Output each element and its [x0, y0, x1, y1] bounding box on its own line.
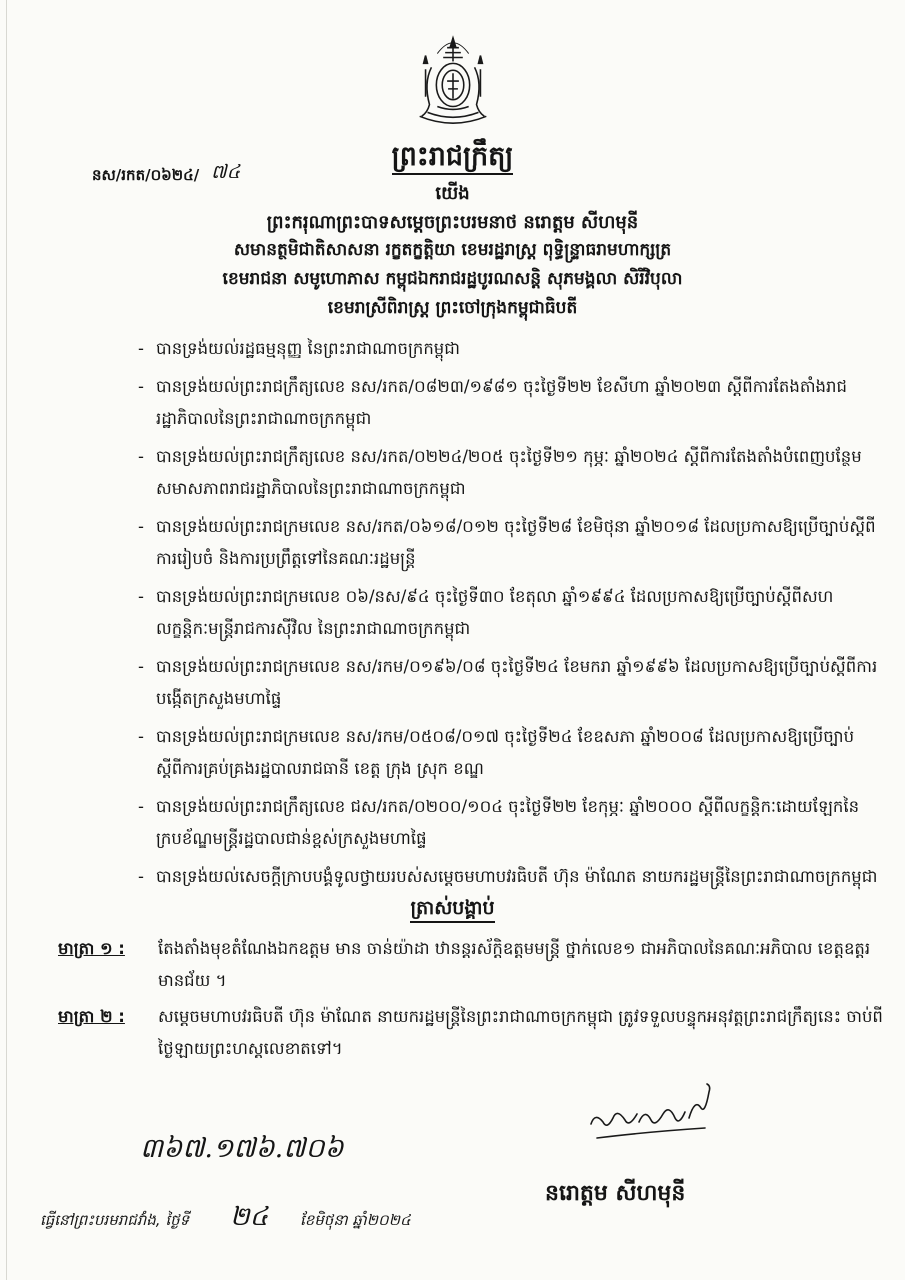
article-1-label: មាត្រា ១ :: [58, 939, 125, 958]
document-subject: យើង: [435, 183, 470, 204]
king-title-line-3: ខេមរាជនា សមូហោភាស កម្ពុជឯករាជរដ្ឋបូរណសន្តិ សុភមង្គលា សិរីវិបុលា: [222, 269, 683, 289]
reference-item: - បានទ្រង់យល់ព្រះរាជក្រមលេខ នស/រកម/០១៩៦/០៨ ចុះថ្ងៃទី២៤ ខែមករា ឆ្នាំ១៩៩៦ ដែលប្រកាសឱ្យប្រើច្បាប់ស្តីពីការបង្កើតក្រសួងមហាផ្ទៃ: [138, 657, 878, 708]
done-month-year: ខែមិថុនា ឆ្នាំ២០២៤: [300, 1211, 411, 1229]
king-name: នរោត្តម សីហមុនី: [545, 1181, 686, 1206]
king-title-line-4: ខេមរាស្រីពិរាស្ត្រ ព្រះចៅក្រុងកម្ពុជាធិបតី: [327, 298, 578, 318]
reference-item: - បានទ្រង់យល់ព្រះរាជក្រមលេខ នស/រកត/០៦១៨/០១២ ចុះថ្ងៃទី២៨ ខែមិថុនា ឆ្នាំ២០១៨ ដែលប្រកាសឱ្យប្រើច្បាប់ស្តីពីការរៀបចំ និងការប្រព្រឹត្តទៅនៃគណៈរដ្ឋមន្ត្រី: [138, 517, 876, 568]
king-title-line-2: សមានត្ថមិជាតិសាសនា រក្ខតក្ខត្តិយា ខេមរដ្ឋរាស្ត្រ ពុទ្ធិន្ទ្រាធរាមហាក្សត្រ: [233, 240, 672, 260]
reference-item: - បានទ្រង់យល់រដ្ឋធម្មនុញ្ញ នៃព្រះរាជាណាចក្រកម្ពុជា: [138, 339, 460, 358]
article-1-text: តែងតាំងមុខតំណែងឯកឧត្តម មាន ចាន់យ៉ាដា ឋានន្តរស័ក្តិឧត្តមមន្ត្រី ថ្នាក់លេខ១ ជាអភិបាលនៃគណៈអភិបាល ខេត្តឧត្តរមានជ័យ ។: [158, 939, 871, 990]
reference-item: - បានទ្រង់យល់សេចក្តីក្រាបបង្គំទូលថ្វាយរបស់សម្តេចមហាបវរធិបតី ហ៊ុន ម៉ាណែត នាយករដ្ឋមន្ត្រីនៃព្រះរាជាណាចក្រកម្ពុជា: [138, 867, 878, 886]
handwritten-date: ៣៦៧.១៧៦.៧០៦: [140, 1133, 344, 1164]
article-2-text: សម្តេចមហាបវរធិបតី ហ៊ុន ម៉ាណែត នាយករដ្ឋមន្ត្រីនៃព្រះរាជាណាចក្រកម្ពុជា ត្រូវទទួលបន្ទុកអនុវត្តព្រះរាជក្រឹត្យនេះ ចាប់ពីថ្ងៃឡាយព្រះហស្តលេខាតទៅ។: [158, 1007, 883, 1058]
handwritten-signature: [585, 1078, 725, 1148]
document-title: ព្រះរាជក្រឹត្យ: [0, 140, 905, 179]
article-1: [58, 933, 888, 997]
reference-number: នស/រកត/០៦២៤/: [92, 166, 200, 184]
decree-heading: ត្រាស់បង្គាប់: [0, 896, 905, 924]
reference-item: - បានទ្រង់យល់ព្រះរាជក្រមលេខ នស/រកម/០៥០៨/០១៧ ចុះថ្ងៃទី២៤ ខែឧសភា ឆ្នាំ២០០៨ ដែលប្រកាសឱ្យប្រើច្បាប់ស្តីពីការគ្រប់គ្រងរដ្ឋបាលរាជធានី ខេត្ត ក្រុង ស្រុក ខណ្ឌ: [138, 727, 855, 778]
reference-number-handwritten: ៧៤: [211, 161, 241, 183]
reference-item: - បានទ្រង់យល់ព្រះរាជក្រឹត្យលេខ ជស/រកត/០២០០/១០៤ ចុះថ្ងៃទី២២ ខែកុម្ភៈ ឆ្នាំ២០០០ ស្តីពីលក្ខន្តិកៈដោយឡែកនៃក្របខ័ណ្ឌមន្ត្រីរដ្ឋបាលជាន់ខ្ពស់ក្រសួងមហាផ្ទៃ: [138, 797, 860, 848]
done-at-label: ធ្វើនៅព្រះបរមរាជវាំង, ថ្ងៃទី: [40, 1211, 190, 1229]
article-2: [58, 1001, 888, 1065]
reference-item: - បានទ្រង់យល់ព្រះរាជក្រឹត្យលេខ នស/រកត/០២២៤/២០៥ ចុះថ្ងៃទី២១ កុម្ភៈ ឆ្នាំ២០២៤ ស្តីពីការតែងតាំងបំពេញបន្ថែមសមាសភាពរាជរដ្ឋាភិបាលនៃព្រះរាជាណាចក្រកម្ពុជា: [138, 447, 862, 498]
reference-item: - បានទ្រង់យល់ព្រះរាជក្រឹត្យលេខ នស/រកត/០៨២៣/១៩៨១ ចុះថ្ងៃទី២២ ខែសីហា ឆ្នាំ២០២៣ ស្តីពីការតែងតាំងរាជរដ្ឋាភិបាលនៃព្រះរាជាណាចក្រកម្ពុជា: [138, 377, 847, 428]
done-day-handwritten: ២៤: [230, 1202, 269, 1232]
legal-references-list: [138, 333, 878, 899]
royal-arms-emblem: [404, 34, 502, 132]
king-title-line-1: ព្រះករុណាព្រះបាទសម្តេចព្រះបរមនាថ នរោត្តម សីហមុនី: [266, 212, 639, 233]
article-2-label: មាត្រា ២ :: [58, 1007, 125, 1026]
reference-item: - បានទ្រង់យល់ព្រះរាជក្រមលេខ ០៦/នស/៩៤ ចុះថ្ងៃទី៣០ ខែតុលា ឆ្នាំ១៩៩៤ ដែលប្រកាសឱ្យប្រើច្បាប់ស្តីពីសហលក្ខន្តិកៈមន្ត្រីរាជការស៊ីវិល នៃព្រះរាជាណាចក្រកម្ពុជា: [138, 587, 834, 638]
